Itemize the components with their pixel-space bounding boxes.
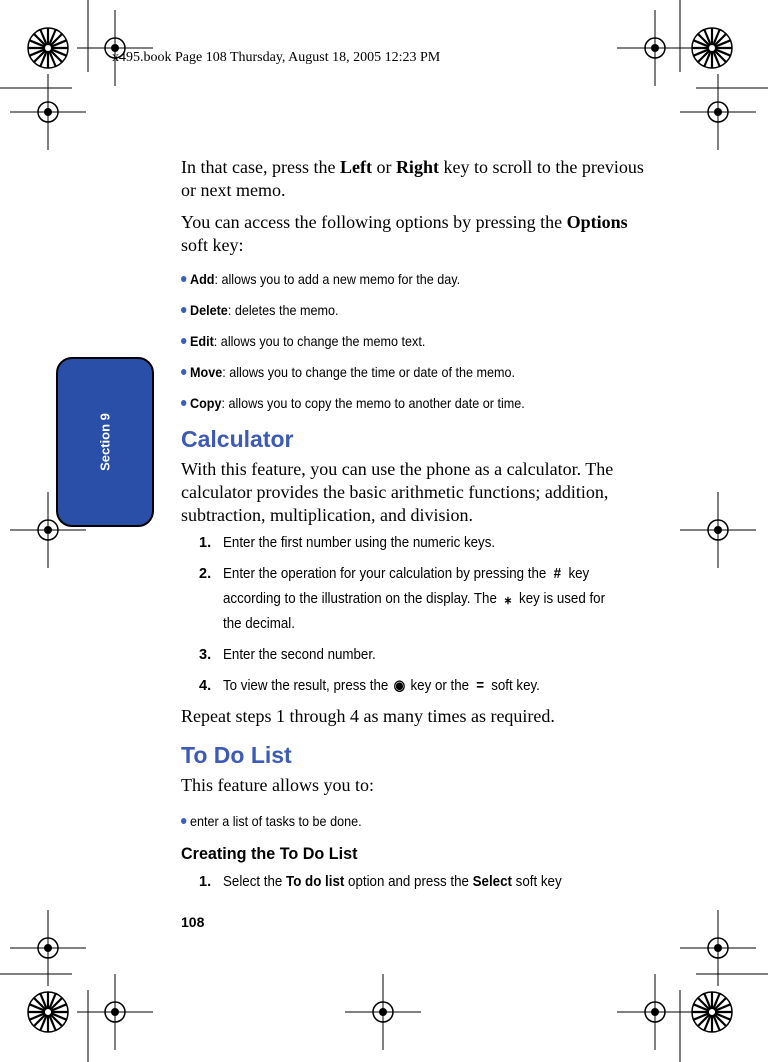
ok-key-icon: ◉: [393, 678, 406, 694]
section-tab: [56, 357, 154, 527]
todo-steps: [181, 870, 646, 895]
right-key-term: Right: [395, 157, 439, 177]
todo-heading: To Do List: [181, 742, 292, 768]
page-number: 108: [181, 914, 205, 930]
bullet-icon: [181, 276, 186, 282]
bullet-icon: [181, 369, 186, 375]
calculator-paragraph: With this feature, you can use the phone as a calculator. The calculator provides the basic arithmetic functions; addition, subtraction, multiplication, and division.: [181, 459, 614, 525]
list-item: Delete: deletes the memo.: [181, 300, 600, 320]
todo-paragraph: This feature allows you to:: [181, 775, 374, 795]
page-content: [181, 156, 646, 901]
repeat-paragraph: Repeat steps 1 through 4 as many times as required.: [181, 706, 555, 726]
step-item: 4. To view the result, press the ◉ key or the = soft key.: [181, 674, 646, 699]
step-item: 1. Enter the first number using the numeric keys.: [199, 535, 496, 551]
left-key-term: Left: [339, 157, 372, 177]
step-item: 3. Enter the second number.: [199, 647, 376, 663]
list-item: Edit: allows you to change the memo text.: [181, 331, 600, 351]
options-paragraph: You can access the following options by pressing the Options soft key:: [181, 212, 628, 255]
bullet-icon: [181, 818, 186, 824]
memo-options-list: [181, 269, 646, 413]
list-item: enter a list of tasks to be done.: [181, 811, 600, 831]
scroll-paragraph: In that case, press the Left or Right key to scroll to the previous or next memo.: [181, 157, 644, 200]
equals-key-icon: =: [476, 678, 485, 694]
bullet-icon: [181, 338, 186, 344]
todo-bullets: [181, 811, 646, 831]
section-tab-label: Section 9: [97, 413, 113, 471]
calculator-heading: Calculator: [181, 426, 294, 452]
calculator-steps: [181, 531, 646, 699]
print-header: x495.book Page 108 Thursday, August 18, 2005 12:23 PM: [112, 50, 441, 65]
step-item: 2. Enter the operation for your calculation by pressing the # key according to the illustration on the display. The ⁎ key is used for the decimal.: [181, 562, 646, 637]
pound-key-icon: #: [553, 566, 562, 582]
options-key-term: Options: [566, 212, 628, 232]
list-item: Move: allows you to change the time or date of the memo.: [181, 362, 600, 382]
list-item: Add: allows you to add a new memo for the day.: [181, 269, 600, 289]
step-item: 1. Select the To do list option and press the Select soft key: [199, 874, 562, 890]
star-key-icon: ⁎: [504, 591, 512, 607]
bullet-icon: [181, 400, 186, 406]
todo-subheading: Creating the To Do List: [181, 844, 358, 863]
list-item: Copy: allows you to copy the memo to another date or time.: [181, 393, 600, 413]
bullet-icon: [181, 307, 186, 313]
